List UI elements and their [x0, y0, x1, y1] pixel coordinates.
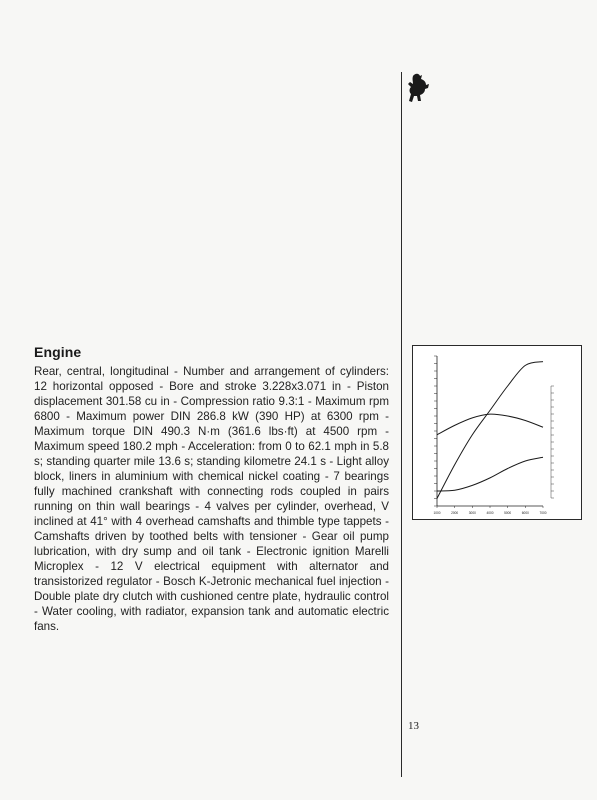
- x-tick-label: 6000: [521, 511, 529, 515]
- vertical-divider: [401, 72, 402, 777]
- prancing-horse-icon: [404, 72, 432, 106]
- page-number: 13: [408, 720, 419, 732]
- series-line-3: [437, 457, 543, 491]
- x-tick-label: 3000: [468, 511, 476, 515]
- engine-curves-svg: [413, 346, 581, 519]
- engine-curves-chart: [412, 345, 582, 520]
- x-tick-label: 7000: [539, 511, 547, 515]
- section-heading: Engine: [34, 344, 82, 360]
- x-tick-label: 4000: [486, 511, 494, 515]
- x-tick-label: 2000: [451, 511, 459, 515]
- x-tick-label: 5000: [504, 511, 512, 515]
- engine-spec-paragraph: Rear, central, longitudinal - Number and arrangement of cylinders: 12 horizontal opposed - Bore and stroke 3.228x3.071 in - Piston displacement 301.58 cu in - Compression ratio 9.3:1 - Maximum rpm 6800 - Maximum power DIN 286.8 kW (390 HP) at 6300 rpm - Maximum torque DIN 490.3 N·m (361.6 lbs·ft) at 4500 rpm - Maximum speed 180.2 mph - Acceleration: from 0 to 62.1 mph in 5.8 s; standing quarter mile 13.6 s; standing kilometre 24.1 s - Light alloy block, liners in aluminium with chemical nickel coating - 7 bearings fully machined crankshaft with connecting rods coupled in pairs running on thin wall bearings - 4 valves per cylinder, overhead, V inclined at 41° with 4 overhead camshafts and thimble type tappets - Camshafts driven by toothed belts with tensioner - Gear oil pump lubrication, with dry sump and oil tank - Electronic ignition Marelli Microplex - 12 V electrical equipment with alternator and transistorized regulator - Bosch K-Jetronic mechanical fuel injection - Double plate dry clutch with cushioned centre plate, hydraulic control - Water cooling, with radiator, expansion tank and automatic electric fans.: [34, 365, 389, 633]
- x-tick-label: 1000: [433, 511, 441, 515]
- series-line-2: [437, 414, 543, 435]
